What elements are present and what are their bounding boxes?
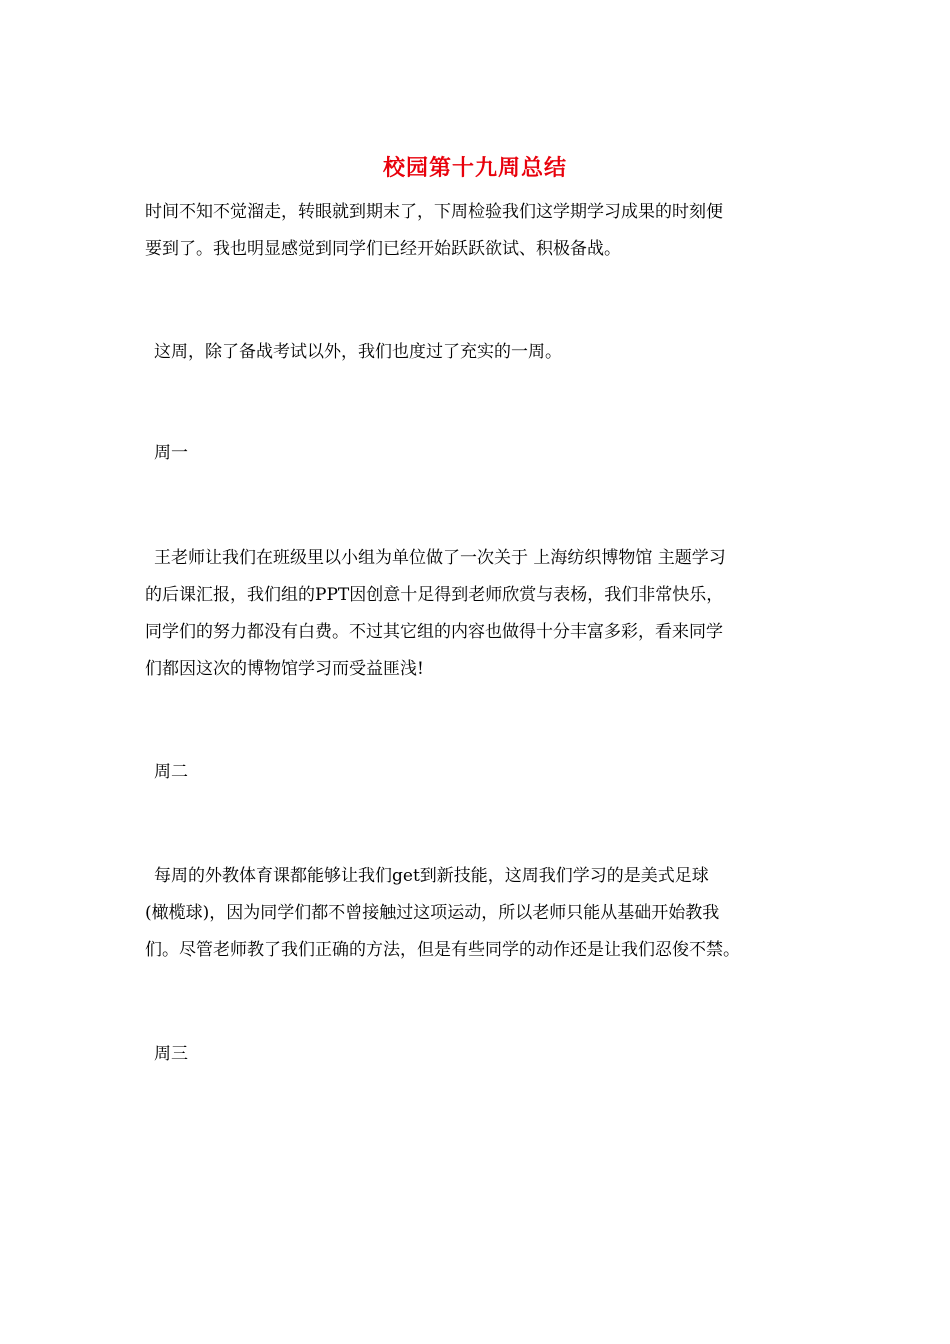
- tuesday-line: 每周的外教体育课都能够让我们get到新技能，这周我们学习的是美式足球: [154, 866, 709, 886]
- summary-paragraph: [145, 334, 805, 371]
- monday-line: 同学们的努力都没有白费。不过其它组的内容也做得十分丰富多彩，看来同学: [145, 622, 723, 642]
- intro-line: 要到了。我也明显感觉到同学们已经开始跃跃欲试、积极备战。: [145, 239, 621, 259]
- day-heading: 周一: [154, 443, 188, 463]
- monday-heading: [145, 435, 805, 472]
- day-heading: 周二: [154, 762, 188, 782]
- intro-paragraph: [145, 194, 805, 268]
- tuesday-paragraph: [145, 858, 805, 969]
- tuesday-line: (橄榄球)，因为同学们都不曾接触过这项运动，所以老师只能从基础开始教我: [145, 903, 720, 923]
- document-title: 校园第十九周总结: [382, 155, 567, 181]
- wednesday-heading: [145, 1036, 805, 1073]
- monday-line: 们都因这次的博物馆学习而受益匪浅!: [145, 659, 424, 679]
- monday-line: 王老师让我们在班级里以小组为单位做了一次关于 上海纺织博物馆 主题学习: [154, 548, 726, 568]
- tuesday-line: 们。尽管老师教了我们正确的方法，但是有些同学的动作还是让我们忍俊不禁。: [145, 940, 740, 960]
- summary-line: 这周，除了备战考试以外，我们也度过了充实的一周。: [154, 342, 562, 362]
- monday-paragraph: [145, 540, 805, 688]
- day-heading: 周三: [154, 1044, 188, 1064]
- monday-line: 的后课汇报，我们组的PPT因创意十足得到老师欣赏与表杨，我们非常快乐，: [145, 585, 724, 605]
- intro-line: 时间不知不觉溜走，转眼就到期末了，下周检验我们这学期学习成果的时刻便: [145, 202, 723, 222]
- tuesday-heading: [145, 754, 805, 791]
